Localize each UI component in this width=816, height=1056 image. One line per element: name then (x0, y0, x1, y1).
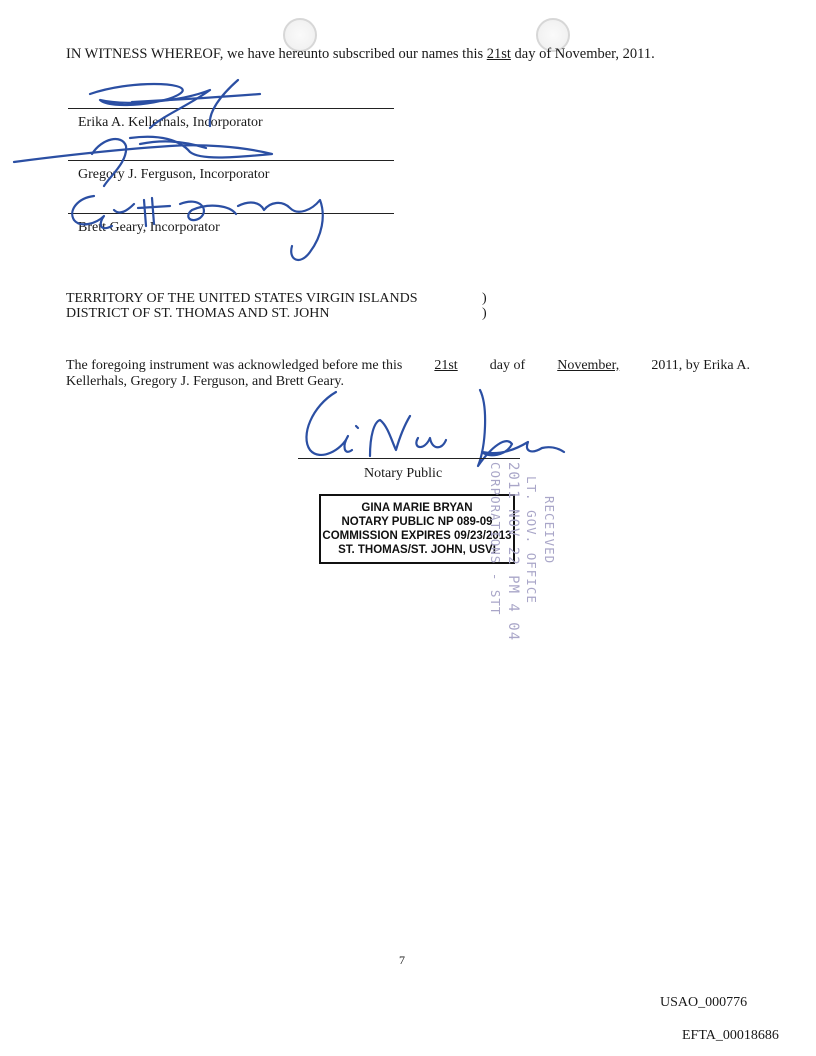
received-stamp-line-2: LT. GOV. OFFICE (524, 476, 539, 604)
witness-statement: IN WITNESS WHEREOF, we have hereunto subscribed our names this 21st day of November, 2011. (66, 46, 655, 62)
bates-number-usao: USAO_000776 (660, 995, 748, 1010)
stamp-name: GINA MARIE BRYAN (361, 502, 473, 514)
signer-label-2: Gregory J. Ferguson, Incorporator (78, 167, 270, 182)
acknowledgment-line-1: The foregoing instrument was acknowledged before me this 21st day of November, 2011, by Erika A. (66, 358, 750, 373)
ack-day: 21st (434, 358, 458, 373)
received-stamp (486, 462, 576, 641)
signer-label-3: Brett Geary, Incorporator (78, 220, 220, 235)
stamp-location: ST. THOMAS/ST. JOHN, USVI (338, 544, 496, 556)
signature-geary (60, 186, 340, 276)
venue-territory: TERRITORY OF THE UNITED STATES VIRGIN ISLANDS (66, 291, 418, 306)
venue-paren-1: ) (482, 291, 487, 306)
received-stamp-line-4: CORPORATIONS - STT (488, 462, 503, 616)
received-stamp-line-1: RECEIVED (542, 496, 557, 565)
signer-label-1: Erika A. Kellerhals, Incorporator (78, 115, 263, 130)
bates-number-efta: EFTA_00018686 (682, 1028, 779, 1043)
ack-month: November, (557, 358, 620, 373)
stamp-expiry: COMMISSION EXPIRES 09/23/2013 (322, 530, 512, 542)
stamp-number: NOTARY PUBLIC NP 089-09 (341, 516, 493, 528)
notary-title: Notary Public (364, 466, 443, 481)
notary-signature-line (298, 458, 520, 459)
venue-paren-2: ) (482, 306, 487, 321)
venue-district: DISTRICT OF ST. THOMAS AND ST. JOHN (66, 306, 330, 321)
received-stamp-line-3: 2011 NOV 22 PM 4 04 (505, 462, 521, 642)
witness-day: 21st (486, 46, 511, 62)
page-number: 7 (399, 953, 405, 967)
acknowledgment-line-2: Kellerhals, Gregory J. Ferguson, and Brett Geary. (66, 374, 344, 389)
